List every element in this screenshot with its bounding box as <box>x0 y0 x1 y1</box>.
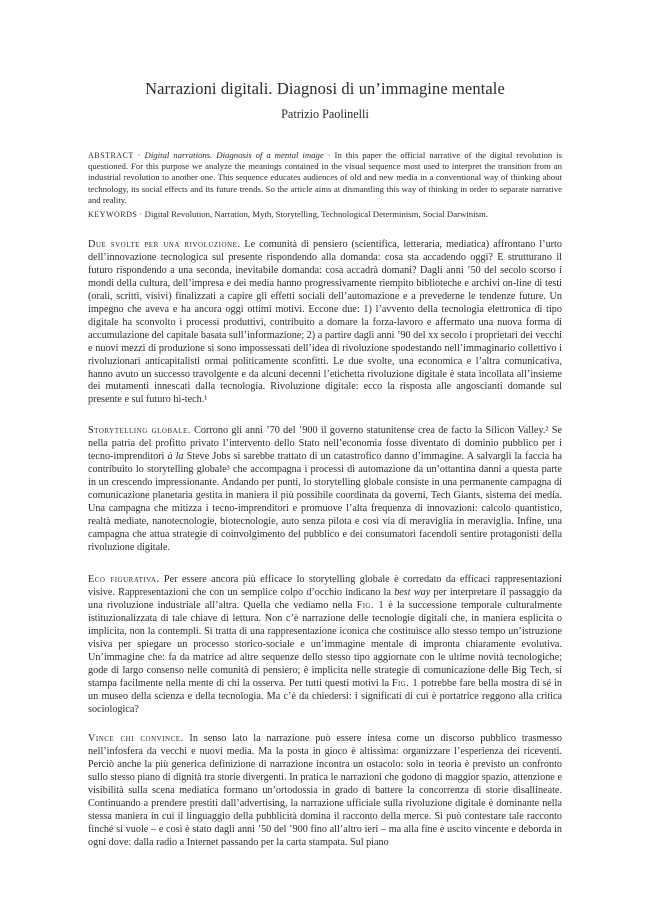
section-text: Per essere ancora più efficace lo storytelling globale è corredato da efficaci rappresentazioni visive. Rappresentazioni che con un semplice colpo d’occhio indicano la <box>88 574 562 598</box>
italic-phrase: à la <box>167 450 184 462</box>
section-text: Le comunità di pensiero (scientifica, letteraria, mediatica) affrontano l’urto dell’innovazione tecnologica sul presente rispondendo alla domanda: cosa sta accadendo oggi? E strutturano il futuro rispondendo a una seconda, inevitabile domanda: cosa accadrà domani? Dagli anni ’50 del secolo scorso i mondi della cultura, dell’impresa e dei media hanno progressivamente riempito biblioteche e archivi on-line di testi (orali, scritti, visivi) finalizzati a capire gli effetti sociali dell’automazione e a prevederne le tendenze future. Un impegno che aveva e ha ancora oggi ottimi motivi. Eccone due: 1) l’avvento della tecnologia elettronica di tipo digitale ha sconvolto i processi produttivi, contribuito a domare la forza-lavoro e affermato una nuova forma di accumulazione del capitale basata sull’informazione; 2) a partire dagli anni ’90 del xx secolo i proprietari dei vecchi e nuovi mezzi di produzione si sono impossessati dell’idea di rivoluzione spodestando nell’immaginario collettivo i rivoluzionari anticapitalisti ormai politicamente sconfitti. Le due svolte, una economica e l’altra comunicativa, hanno avuto un successo travolgente e da alcuni decenni l’etichetta rivoluzione digitale è stata incollata all’insieme dei mutamenti innescati dalla tecnologia. Rivoluzione digitale: ecco la risposta alle angoscianti domande sul presente e sul futuro hi-tech.¹ <box>88 239 562 406</box>
section-due-svolte <box>88 239 562 407</box>
figure-reference: Fig. 1 <box>391 677 419 689</box>
abstract-separator: · <box>133 150 145 160</box>
section-heading: Vince chi convince. <box>88 733 184 744</box>
section-text: Corrono gli anni ’70 del ’900 il governo statunitense crea de facto la Silicon Valley.² Se nella patria del profitto privato l’intervento dello Stato nell’economia fosse diventato di dominio pubblico per i tecno-imprenditori <box>88 425 562 462</box>
keywords <box>88 209 562 220</box>
section-text: è la successione temporale culturalmente istituzionalizzata di tale chiave di lettura. Non c’è narrazione delle tecnologie digitali che, in maniera esplicita o implicita, non la contempli. Si tratta di una rappresentazione iconica che costituisce allo stesso tempo un’istruzione visiva per spiegare un processo storico-sociale e un’immagine mentale di impronta chiaramente evolutiva. Un’immagine che: fa da matrice ad altre sequenze dello stesso tipo aggiornate con le ultime novità tecnologiche; gode di largo consenso nelle comunità di pensiero; è implicita nelle strategie di comunicazione delle Big Tech, si stampa facilmente nella mente di chi la osserva. Per tutti questi motivi la <box>88 599 563 689</box>
section-text: potrebbe fare bella mostra di sé in un museo della scienza e della tecnologia. Ma c’è da chiedersi: i significati di cui è portatrice reggono alla critica sociologica? <box>88 677 562 715</box>
figure-reference: Fig. 1 <box>356 599 384 611</box>
section-text: Steve Jobs si sarebbe trattato di un catastrofico danno d’immagine. A salvargli la faccia ha contribuito lo storytelling globale³ che accompagna i processi di automazione da un’ottantina danni a questa parte in un crescendo impressionante. Andando per punti, lo storytelling globale consiste in una permanente campagna di comunicazione planetaria gestita in maniera il più possibile coordinata da governi, Tech Giants, sistema dei media. Una campagna che mitizza i tecno-imprenditori e promuove l’alta frequenza di innovazioni: calcolo quantistico, realtà mediate, nanotecnologie, biotecnologie, auto senza pilota e così via di meraviglia in meraviglia. Infine, una campagna che attua strategie di coinvolgimento del pubblico e dei consumatori facendoli sentire protagonisti della rivoluzione digitale. <box>88 450 562 553</box>
section-heading: Storytelling globale. <box>88 425 191 436</box>
section-text: per interpretare il passaggio da una rivoluzione industriale all’altra. Quella che vediamo nella <box>88 586 562 611</box>
section-eco-figurativa <box>88 574 562 716</box>
paper-title: Narrazioni digitali. Diagnosi di un’immagine mentale <box>145 79 505 98</box>
section-vince-chi-convince <box>88 733 562 850</box>
section-storytelling <box>88 425 562 555</box>
abstract-body: · In this paper the official narrative of the digital revolution is questioned. For this purpose we analyze the meanings contained in the visual sequence most used to interpret the transition from an industrial revolution to another one. This sequence educates audiences of old and new media in a conventional way of thinking about technology, its social effects and its future trends. So the article aims at dismantling this way of thinking in order to separate narrative and reality. <box>88 150 562 205</box>
keywords-label: KEYWORDS <box>88 210 138 219</box>
section-text: In senso lato la narrazione può essere intesa come un discorso pubblico trasmesso nell’infosfera da vecchi e nuovi media. Ma la posta in gioco è altissima: organizzare l’esperienza dei riceventi. Perciò anche la più generica definizione di narrazione incontra un ostacolo: solo in teoria è previsto un confronto sullo stesso piano di dignità tra storie divergenti. In pratica le narrazioni che godono di maggior spazio, attenzione e visibilità sulla scena mediatica formano un’ortodossia in grado di battere la concorrenza di storie disallineate. Continuando a prendere prestiti dall’advertising, la narrazione ufficiale sulla rivoluzione digitale è dominante nella stessa maniera in cui il linguaggio della pubblicità domina il racconto della merce. Si può contestare tale racconto finché si vuole – e così è stato dagli anni ’50 del ’900 fino all’altro ieri – ma alla fine è uscito vincente e deborda in ogni dove: dalla radio a Internet passando per la carta stampata. Sul piano <box>88 733 562 848</box>
keywords-body: · Digital Revolution, Narration, Myth, Storytelling, Technological Determinism, Social Darwinism. <box>137 209 488 219</box>
abstract-title: Digital narrations. Diagnosis of a mental image <box>144 150 324 160</box>
abstract <box>88 150 562 206</box>
section-heading: Due svolte per una rivoluzione. <box>88 239 241 250</box>
paper-author: Patrizio Paolinelli <box>281 107 369 121</box>
abstract-label: ABSTRACT <box>88 151 134 160</box>
section-heading: Eco figurativa. <box>88 574 160 585</box>
italic-phrase: best way <box>394 586 431 598</box>
